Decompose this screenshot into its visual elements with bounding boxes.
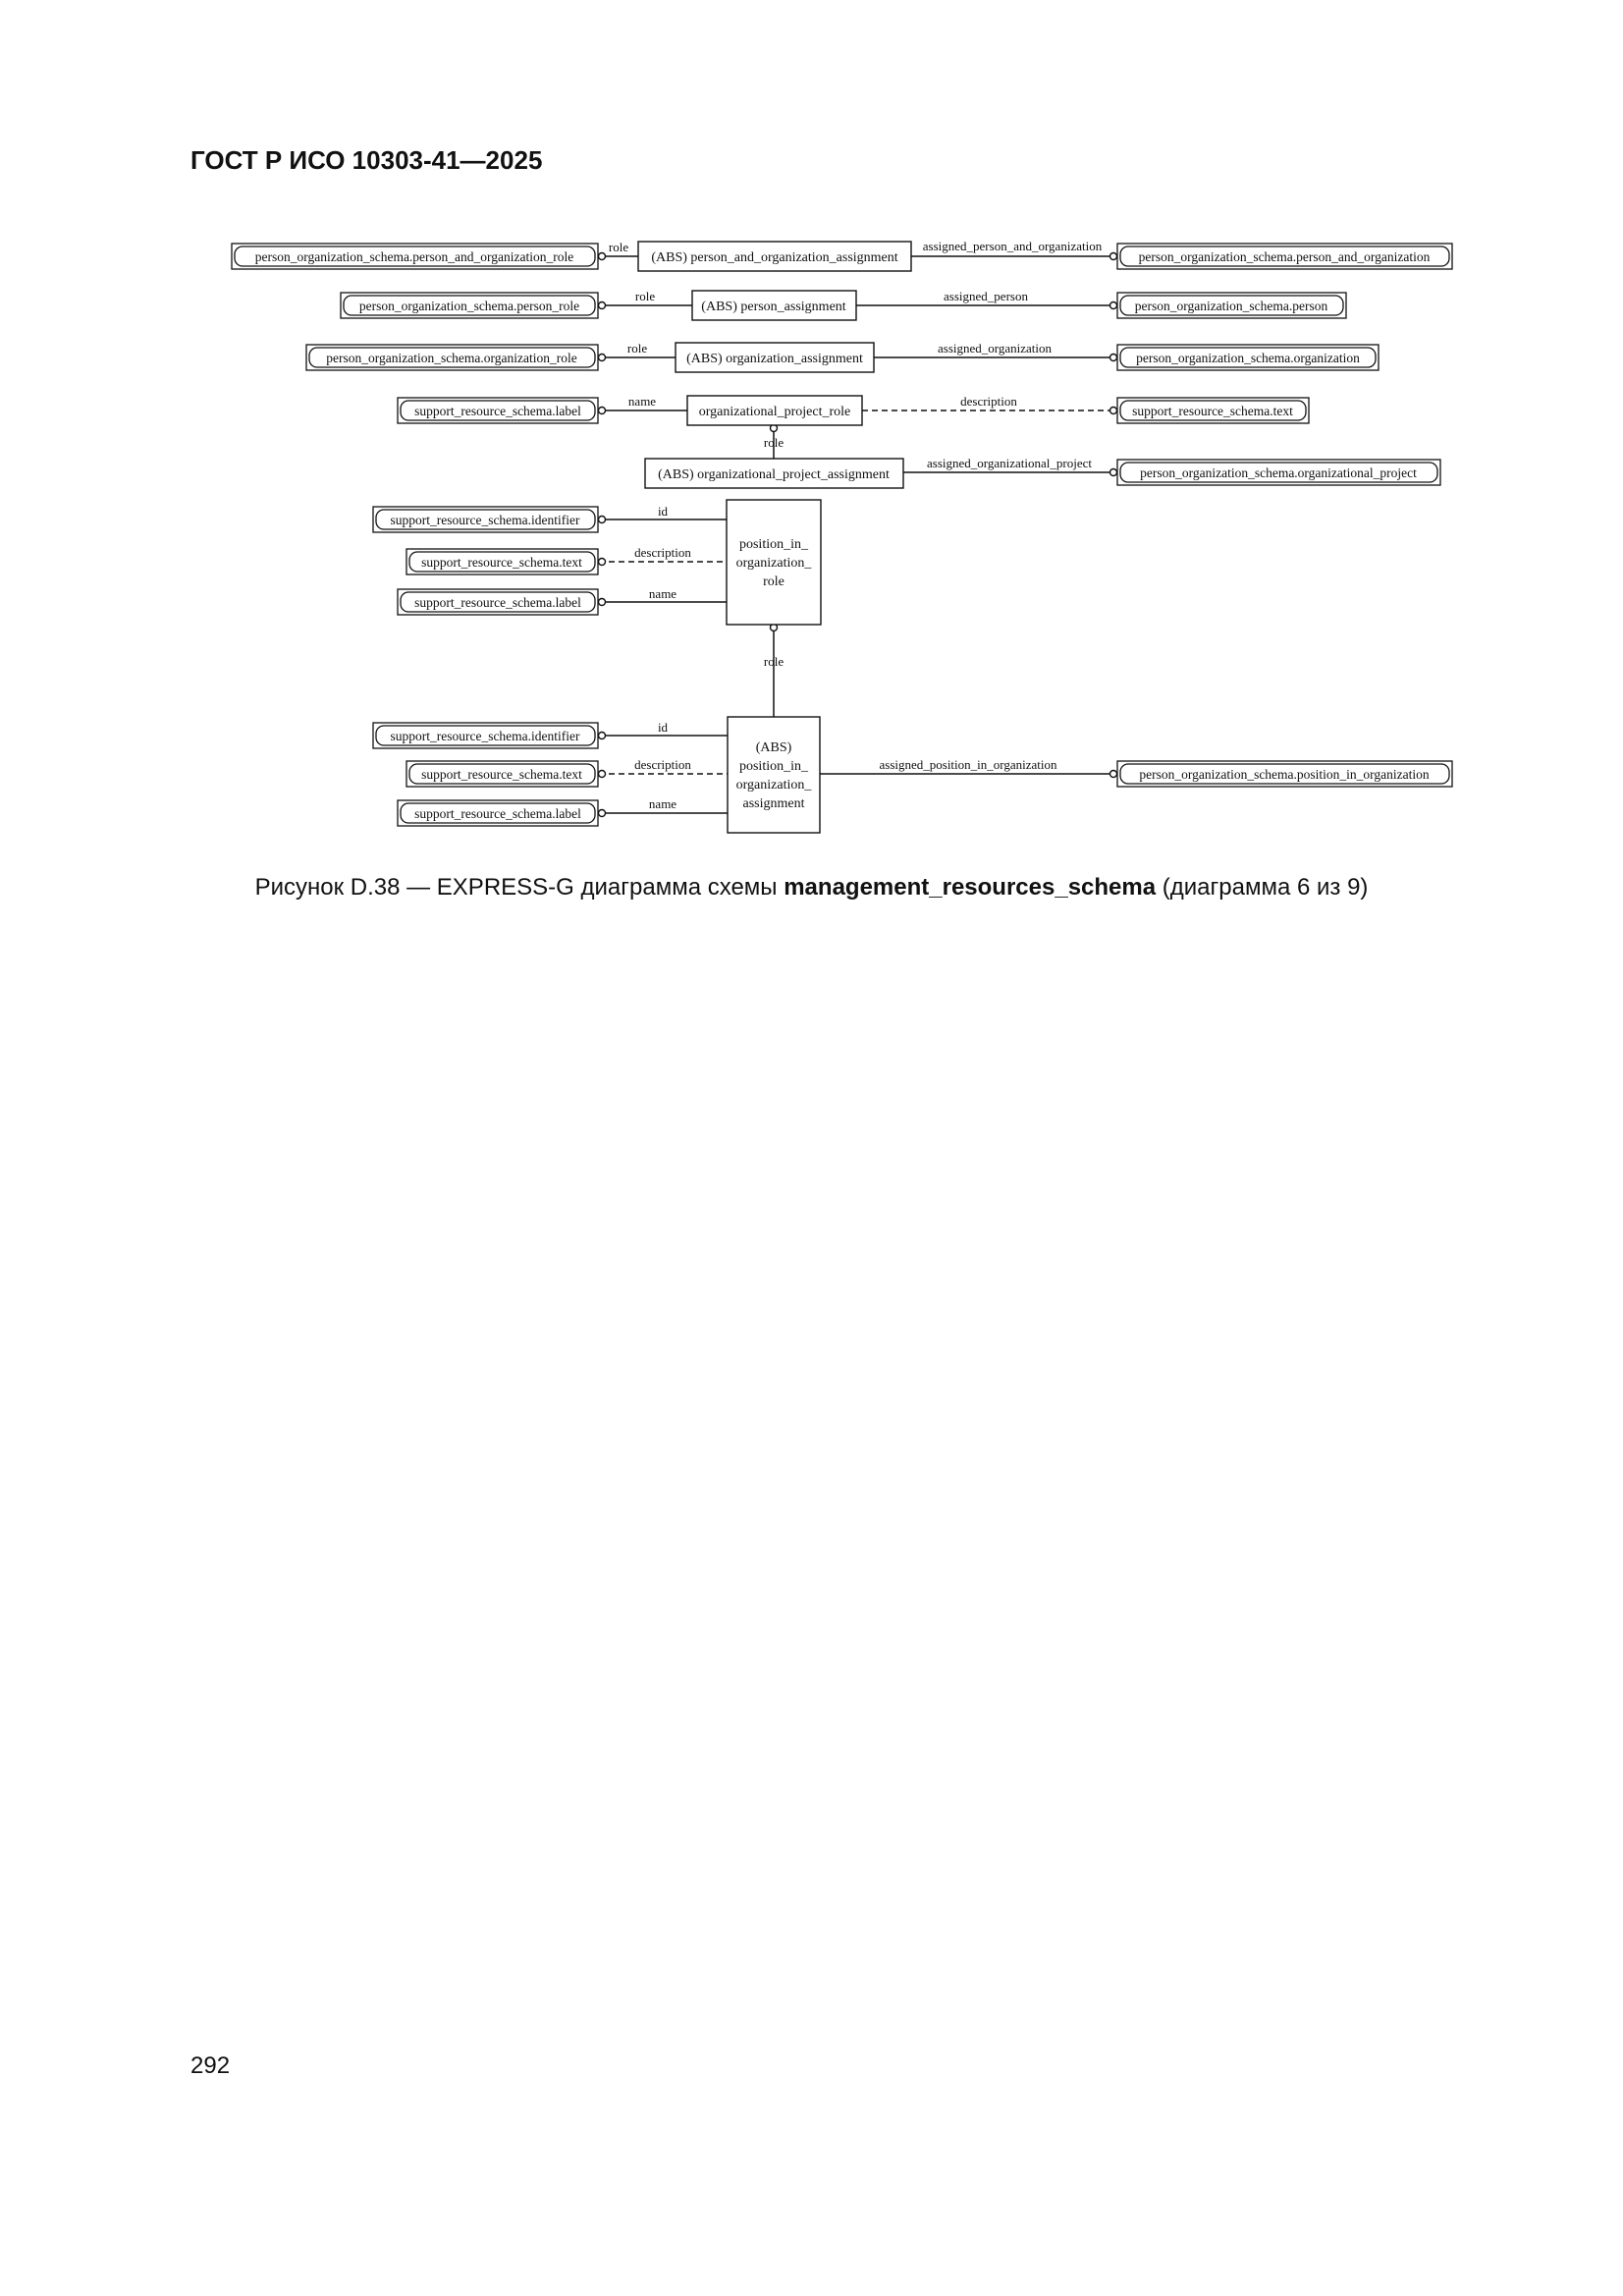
ref-person-and-organization-role: person_organization_schema.person_and_organization_role (254, 249, 574, 264)
attr-role: role (608, 240, 629, 254)
attr-name: name (648, 586, 677, 601)
attr-name: name (627, 394, 657, 409)
document-header: ГОСТ Р ИСО 10303-41—2025 (190, 145, 543, 175)
ref-identifier: support_resource_schema.identifier (390, 729, 580, 743)
attr-name: name (648, 796, 677, 811)
caption-prefix: Рисунок D.38 — EXPRESS-G диаграмма схемы (254, 874, 784, 901)
ref-identifier: support_resource_schema.identifier (390, 513, 580, 527)
attr-description: description (634, 545, 691, 560)
attr-assigned-organization: assigned_organization (937, 341, 1053, 355)
attr-assigned-person: assigned_person (944, 289, 1028, 303)
attr-role: role (626, 341, 648, 355)
ref-organization-role: person_organization_schema.organization_role (326, 351, 577, 365)
attr-description: description (960, 394, 1017, 409)
entity-position-in-organization-assignment-line-1: (ABS) (755, 740, 792, 755)
express-g-diagram (0, 0, 1623, 864)
attr-description: description (634, 757, 691, 772)
attr-assigned-organizational-project: assigned_organizational_project (927, 456, 1092, 470)
ref-text: support_resource_schema.text (421, 555, 582, 570)
ref-position-in-organization: person_organization_schema.position_in_organization (1139, 767, 1430, 782)
entity-organization-assignment: (ABS) organization_assignment (686, 352, 863, 366)
ref-text: support_resource_schema.text (1132, 404, 1293, 418)
attr-role: role (634, 289, 656, 303)
attr-assigned-position-in-organization: assigned_position_in_organization (879, 757, 1057, 772)
ref-label: support_resource_schema.label (414, 806, 581, 821)
ref-organization: person_organization_schema.organization (1136, 351, 1360, 365)
attr-role: role (763, 654, 784, 669)
ref-label: support_resource_schema.label (414, 595, 581, 610)
ref-label: support_resource_schema.label (414, 404, 581, 418)
entity-person-assignment: (ABS) person_assignment (701, 300, 846, 314)
page-number: 292 (190, 2052, 231, 2079)
entity-position-in-organization-role-line-1: position_in_ (738, 537, 809, 552)
entity-person-and-organization-assignment: (ABS) person_and_organization_assignment (651, 250, 898, 265)
ref-organizational-project: person_organization_schema.organizational_project (1140, 465, 1417, 480)
attr-id: id (657, 720, 669, 735)
caption-suffix: (диаграмма 6 из 9) (1156, 874, 1369, 901)
entity-position-in-organization-role-line-3: role (763, 574, 784, 589)
entity-organizational-project-assignment: (ABS) organizational_project_assignment (658, 467, 890, 482)
ref-text: support_resource_schema.text (421, 767, 582, 782)
figure-caption (0, 874, 1623, 902)
caption-schema-name: management_resources_schema (784, 874, 1157, 901)
entity-position-in-organization-role-line-2: organization_ (735, 556, 812, 571)
entity-position-in-organization-assignment-line-3: organization_ (735, 778, 812, 793)
ref-person-and-organization: person_organization_schema.person_and_organization (1138, 249, 1431, 264)
entity-organizational-project-role: organizational_project_role (698, 405, 851, 419)
entity-position-in-organization-assignment-line-2: position_in_ (738, 759, 809, 774)
entity-position-in-organization-assignment-line-4: assignment (742, 796, 805, 811)
ref-person-role: person_organization_schema.person_role (358, 299, 580, 313)
attr-role: role (763, 435, 784, 450)
ref-person: person_organization_schema.person (1134, 299, 1328, 313)
attr-id: id (657, 504, 669, 519)
attr-assigned-person-and-organization: assigned_person_and_organization (922, 239, 1103, 253)
